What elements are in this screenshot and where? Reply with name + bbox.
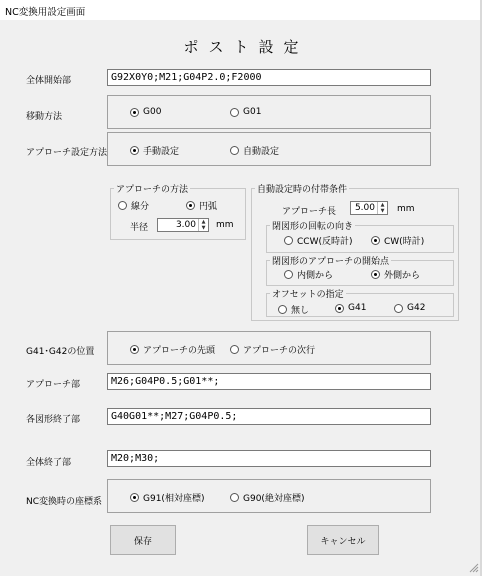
page-heading: ポスト設定 bbox=[183, 38, 309, 56]
length-spin-arrows[interactable] bbox=[377, 202, 387, 214]
radio-none-button[interactable] bbox=[278, 305, 287, 314]
radio-g01[interactable] bbox=[230, 107, 261, 117]
radio-g90-button[interactable] bbox=[230, 493, 239, 502]
approach-length-label: アプローチ長 bbox=[282, 207, 337, 217]
shape-end-label: 各図形終了部 bbox=[26, 415, 81, 425]
radio-auto-button[interactable] bbox=[230, 146, 239, 155]
radio-g42-button[interactable] bbox=[394, 304, 403, 313]
radio-arc-button[interactable] bbox=[186, 201, 195, 210]
radio-ccw[interactable] bbox=[284, 234, 353, 247]
radius-spinner[interactable] bbox=[157, 218, 209, 232]
spin-up-icon[interactable]: ▲ bbox=[201, 219, 206, 225]
cancel-button[interactable]: キャンセル bbox=[307, 525, 379, 555]
radius-label: 半径 bbox=[130, 223, 149, 233]
radio-manual-button[interactable] bbox=[130, 146, 139, 155]
radio-approach-next-button[interactable] bbox=[230, 345, 239, 354]
radio-approach-head-button[interactable] bbox=[130, 345, 139, 354]
approach-part-field[interactable]: M26;G04P0.5;G01**; bbox=[107, 373, 431, 390]
g41-position-label: G41･G42の位置 bbox=[26, 347, 95, 357]
approach-method-title: アプローチの方法 bbox=[114, 182, 190, 195]
radio-g91-button[interactable] bbox=[130, 493, 139, 502]
radio-outside[interactable] bbox=[371, 268, 420, 281]
radio-approach-next[interactable] bbox=[230, 343, 315, 356]
radio-g42[interactable] bbox=[394, 303, 425, 313]
spin-down-icon[interactable]: ▼ bbox=[201, 225, 206, 231]
radio-g42-label: G42 bbox=[407, 303, 426, 313]
spin-up-icon[interactable]: ▲ bbox=[380, 202, 385, 208]
radio-auto-label: 自動設定 bbox=[243, 147, 280, 157]
window-title: NC変換用設定画面 bbox=[5, 7, 86, 18]
radio-g41[interactable] bbox=[335, 303, 366, 313]
radio-manual[interactable] bbox=[130, 144, 179, 157]
radio-line-button[interactable] bbox=[118, 201, 127, 210]
approach-length-value[interactable]: 5.00 bbox=[354, 203, 375, 213]
radio-ccw-label: CCW(反時計) bbox=[297, 237, 353, 247]
radio-g90[interactable] bbox=[230, 491, 304, 504]
radio-approach-head[interactable] bbox=[130, 343, 215, 356]
radio-outside-button[interactable] bbox=[371, 270, 380, 279]
rotation-title: 閉図形の回転の向き bbox=[270, 219, 355, 232]
radio-manual-label: 手動設定 bbox=[143, 147, 180, 157]
radio-g91[interactable] bbox=[130, 491, 204, 504]
shape-end-field[interactable]: G40G01**;M27;G04P0.5; bbox=[107, 408, 431, 425]
radius-unit: mm bbox=[216, 220, 234, 230]
radio-inside-button[interactable] bbox=[284, 270, 293, 279]
radio-cw-label: CW(時計) bbox=[384, 237, 425, 247]
radio-arc[interactable] bbox=[186, 199, 217, 212]
radius-value[interactable]: 3.00 bbox=[175, 220, 196, 230]
radio-inside-label: 内側から bbox=[297, 271, 334, 281]
save-button[interactable]: 保存 bbox=[110, 525, 176, 555]
overall-start-field[interactable]: G92X0Y0;M21;G04P2.0;F2000 bbox=[107, 69, 431, 86]
radio-cw[interactable] bbox=[371, 234, 424, 247]
radio-g90-label: G90(絶対座標) bbox=[243, 494, 305, 504]
radio-none-label: 無し bbox=[291, 306, 310, 316]
radio-approach-head-label: アプローチの先頭 bbox=[143, 346, 216, 356]
resize-grip-icon[interactable] bbox=[469, 563, 479, 573]
overall-end-label: 全体終了部 bbox=[26, 458, 72, 468]
radio-ccw-button[interactable] bbox=[284, 236, 293, 245]
radio-g00-button[interactable] bbox=[130, 108, 139, 117]
overall-start-label: 全体開始部 bbox=[26, 76, 72, 86]
approach-part-label: アプローチ部 bbox=[26, 380, 81, 390]
radio-approach-next-label: アプローチの次行 bbox=[243, 346, 316, 356]
auto-conditions-title: 自動設定時の付帯条件 bbox=[255, 182, 349, 195]
start-point-title: 閉図形のアプローチの開始点 bbox=[270, 254, 391, 267]
radio-outside-label: 外側から bbox=[384, 271, 421, 281]
radio-g41-label: G41 bbox=[348, 303, 367, 313]
approach-length-spinner[interactable] bbox=[350, 201, 388, 215]
radio-g01-button[interactable] bbox=[230, 108, 239, 117]
radio-cw-button[interactable] bbox=[371, 236, 380, 245]
radio-g41-button[interactable] bbox=[335, 304, 344, 313]
approach-length-unit: mm bbox=[397, 204, 415, 214]
radio-line-label: 線分 bbox=[131, 202, 150, 212]
radio-g00[interactable] bbox=[130, 107, 161, 117]
radio-g00-label: G00 bbox=[143, 107, 162, 117]
radio-inside[interactable] bbox=[284, 268, 333, 281]
spin-down-icon[interactable]: ▼ bbox=[380, 208, 385, 214]
coord-system-label: NC変換時の座標系 bbox=[26, 497, 103, 507]
offset-title: オフセットの指定 bbox=[270, 287, 346, 300]
approach-setting-label: アプローチ設定方法 bbox=[26, 148, 108, 158]
radio-arc-label: 円弧 bbox=[199, 202, 218, 212]
move-method-label: 移動方法 bbox=[26, 112, 63, 122]
radio-line[interactable] bbox=[118, 199, 149, 212]
radio-g91-label: G91(相対座標) bbox=[143, 494, 205, 504]
radio-none[interactable] bbox=[278, 303, 309, 316]
radio-g01-label: G01 bbox=[243, 107, 262, 117]
radio-auto[interactable] bbox=[230, 144, 279, 157]
radius-spin-arrows[interactable] bbox=[198, 219, 208, 231]
overall-end-field[interactable]: M20;M30; bbox=[107, 450, 431, 467]
